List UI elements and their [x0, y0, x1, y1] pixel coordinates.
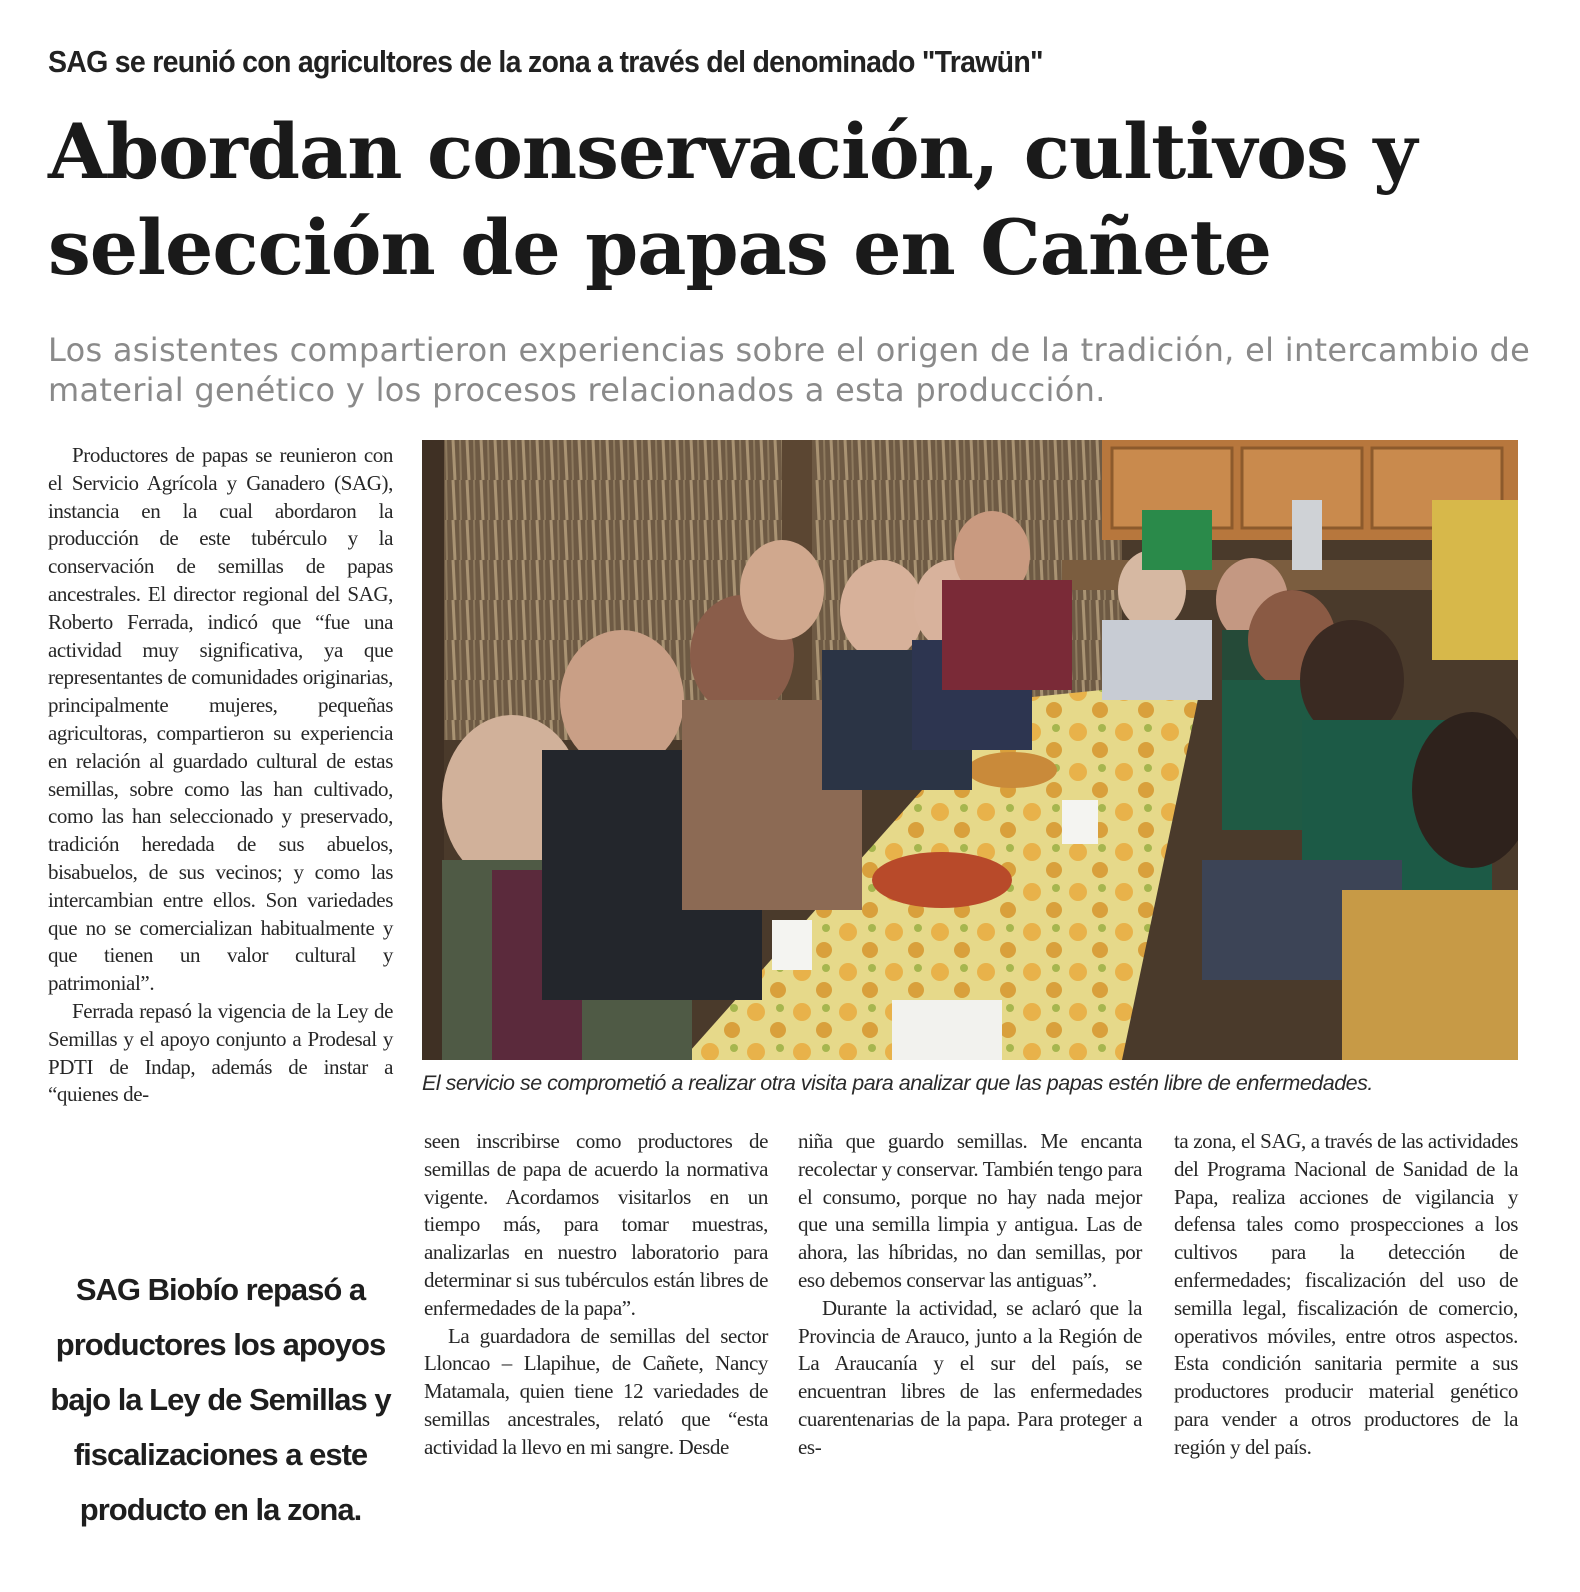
body-paragraph: Durante la actividad, se aclaró que la Provincia de Arauco, junto a la Región de La Araucanía y el sur del país, se encuentran libres de las enfermedades cuarentenarias de la papa. Para proteger a es- — [798, 1295, 1142, 1459]
body-paragraph: Productores de papas se reunieron con el Servicio Agrícola y Ganadero (SAG), instancia en la cual abordaron la producción de este tubérculo y la conservación de semillas de papas ancestrales. El director regional del SAG, Roberto Ferrada, indicó que “fue una actividad muy significativa, ya que representantes de comunidades originarias, principalmente mujeres, pequeñas agricultoras, compartieron su experiencia en relación al guardado cultural de estas semillas, sobre como las han cultivado, como las han seleccionado y preservado, tradición heredada de sus abuelos, bisabuelos, de sus vecinos; y como las intercambian entre ellos. Son variedades que no se comercializan habitualmente y que tienen un valor cultural y patrimonial”. — [48, 443, 393, 996]
pull-quote-line-2: productores los apoyos — [55, 1327, 386, 1362]
meeting-photo — [422, 440, 1518, 1060]
body-paragraph: niña que guardo semillas. Me encanta recolectar y conservar. También tengo para el consumo, porque no hay nada mejor que una semilla limpia y antigua. Las de ahora, las híbridas, no dan semillas, por eso debemos conservar las antiguas”. — [798, 1129, 1143, 1292]
pull-quote-line-4: fiscalizaciones a este — [73, 1437, 368, 1472]
body-column-1 — [48, 442, 393, 1109]
body-column-4 — [1174, 1128, 1518, 1462]
body-paragraph: Ferrada repasó la vigencia de la Ley de Semillas y el apoyo conjunto a Prodesal y PDTI de Indap, además de instar a “quienes de- — [48, 998, 393, 1107]
meeting-photo-illustration — [422, 440, 1518, 1060]
pull-quote-line-1: SAG Biobío repasó a — [75, 1272, 366, 1307]
article-deck — [48, 330, 1531, 410]
headline-line-2: selección de papas en Cañete — [48, 203, 1272, 292]
deck-line-1: Los asistentes compartieron experiencias sobre el origen de la tradición, el intercambio de — [48, 331, 1531, 369]
headline-line-1: Abordan conservación, cultivos y — [48, 107, 1417, 196]
body-column-2 — [424, 1128, 768, 1462]
pull-quote-line-5: producto en la zona. — [79, 1492, 362, 1527]
article-headline — [48, 104, 1528, 296]
body-paragraph: ta zona, el SAG, a través de las actividades del Programa Nacional de Sanidad de la Papa, realiza acciones de vigilancia y defensa tales como prospecciones a los cultivos para la detección de enfermedades; fiscalización del uso de semilla legal, fiscalización de comercio, operativos móviles, entre otros aspectos. Esta condición sanitaria permite a sus productores producir material genético para vender a otros productores de la región y del país. — [1174, 1129, 1518, 1459]
article-kicker: SAG se reunió con agricultores de la zona a través del denominado "Trawün" — [48, 44, 1043, 79]
pull-quote — [48, 1262, 393, 1537]
photo-caption: El servicio se comprometió a realizar otra visita para analizar que las papas estén libre de enfermedades. — [422, 1071, 1373, 1095]
body-paragraph: seen inscribirse como productores de semillas de papa de acuerdo la normativa vigente. Acordamos visitarlos en un tiempo más, para tomar muestras, analizarlas en nuestro laboratorio para determinar si sus tubérculos están libres de enfermedades de la papa”. — [424, 1129, 768, 1320]
body-column-3 — [798, 1128, 1142, 1462]
body-paragraph: La guardadora de semillas del sector Lloncao – Llapihue, de Cañete, Nancy Matamala, quien tiene 12 variedades de semillas ancestrales, relató que “esta actividad la llevo en mi sangre. Desde — [424, 1323, 768, 1459]
deck-line-2: material genético y los procesos relacionados a esta producción. — [48, 371, 1106, 409]
pull-quote-line-3: bajo la Ley de Semillas y — [50, 1382, 391, 1417]
